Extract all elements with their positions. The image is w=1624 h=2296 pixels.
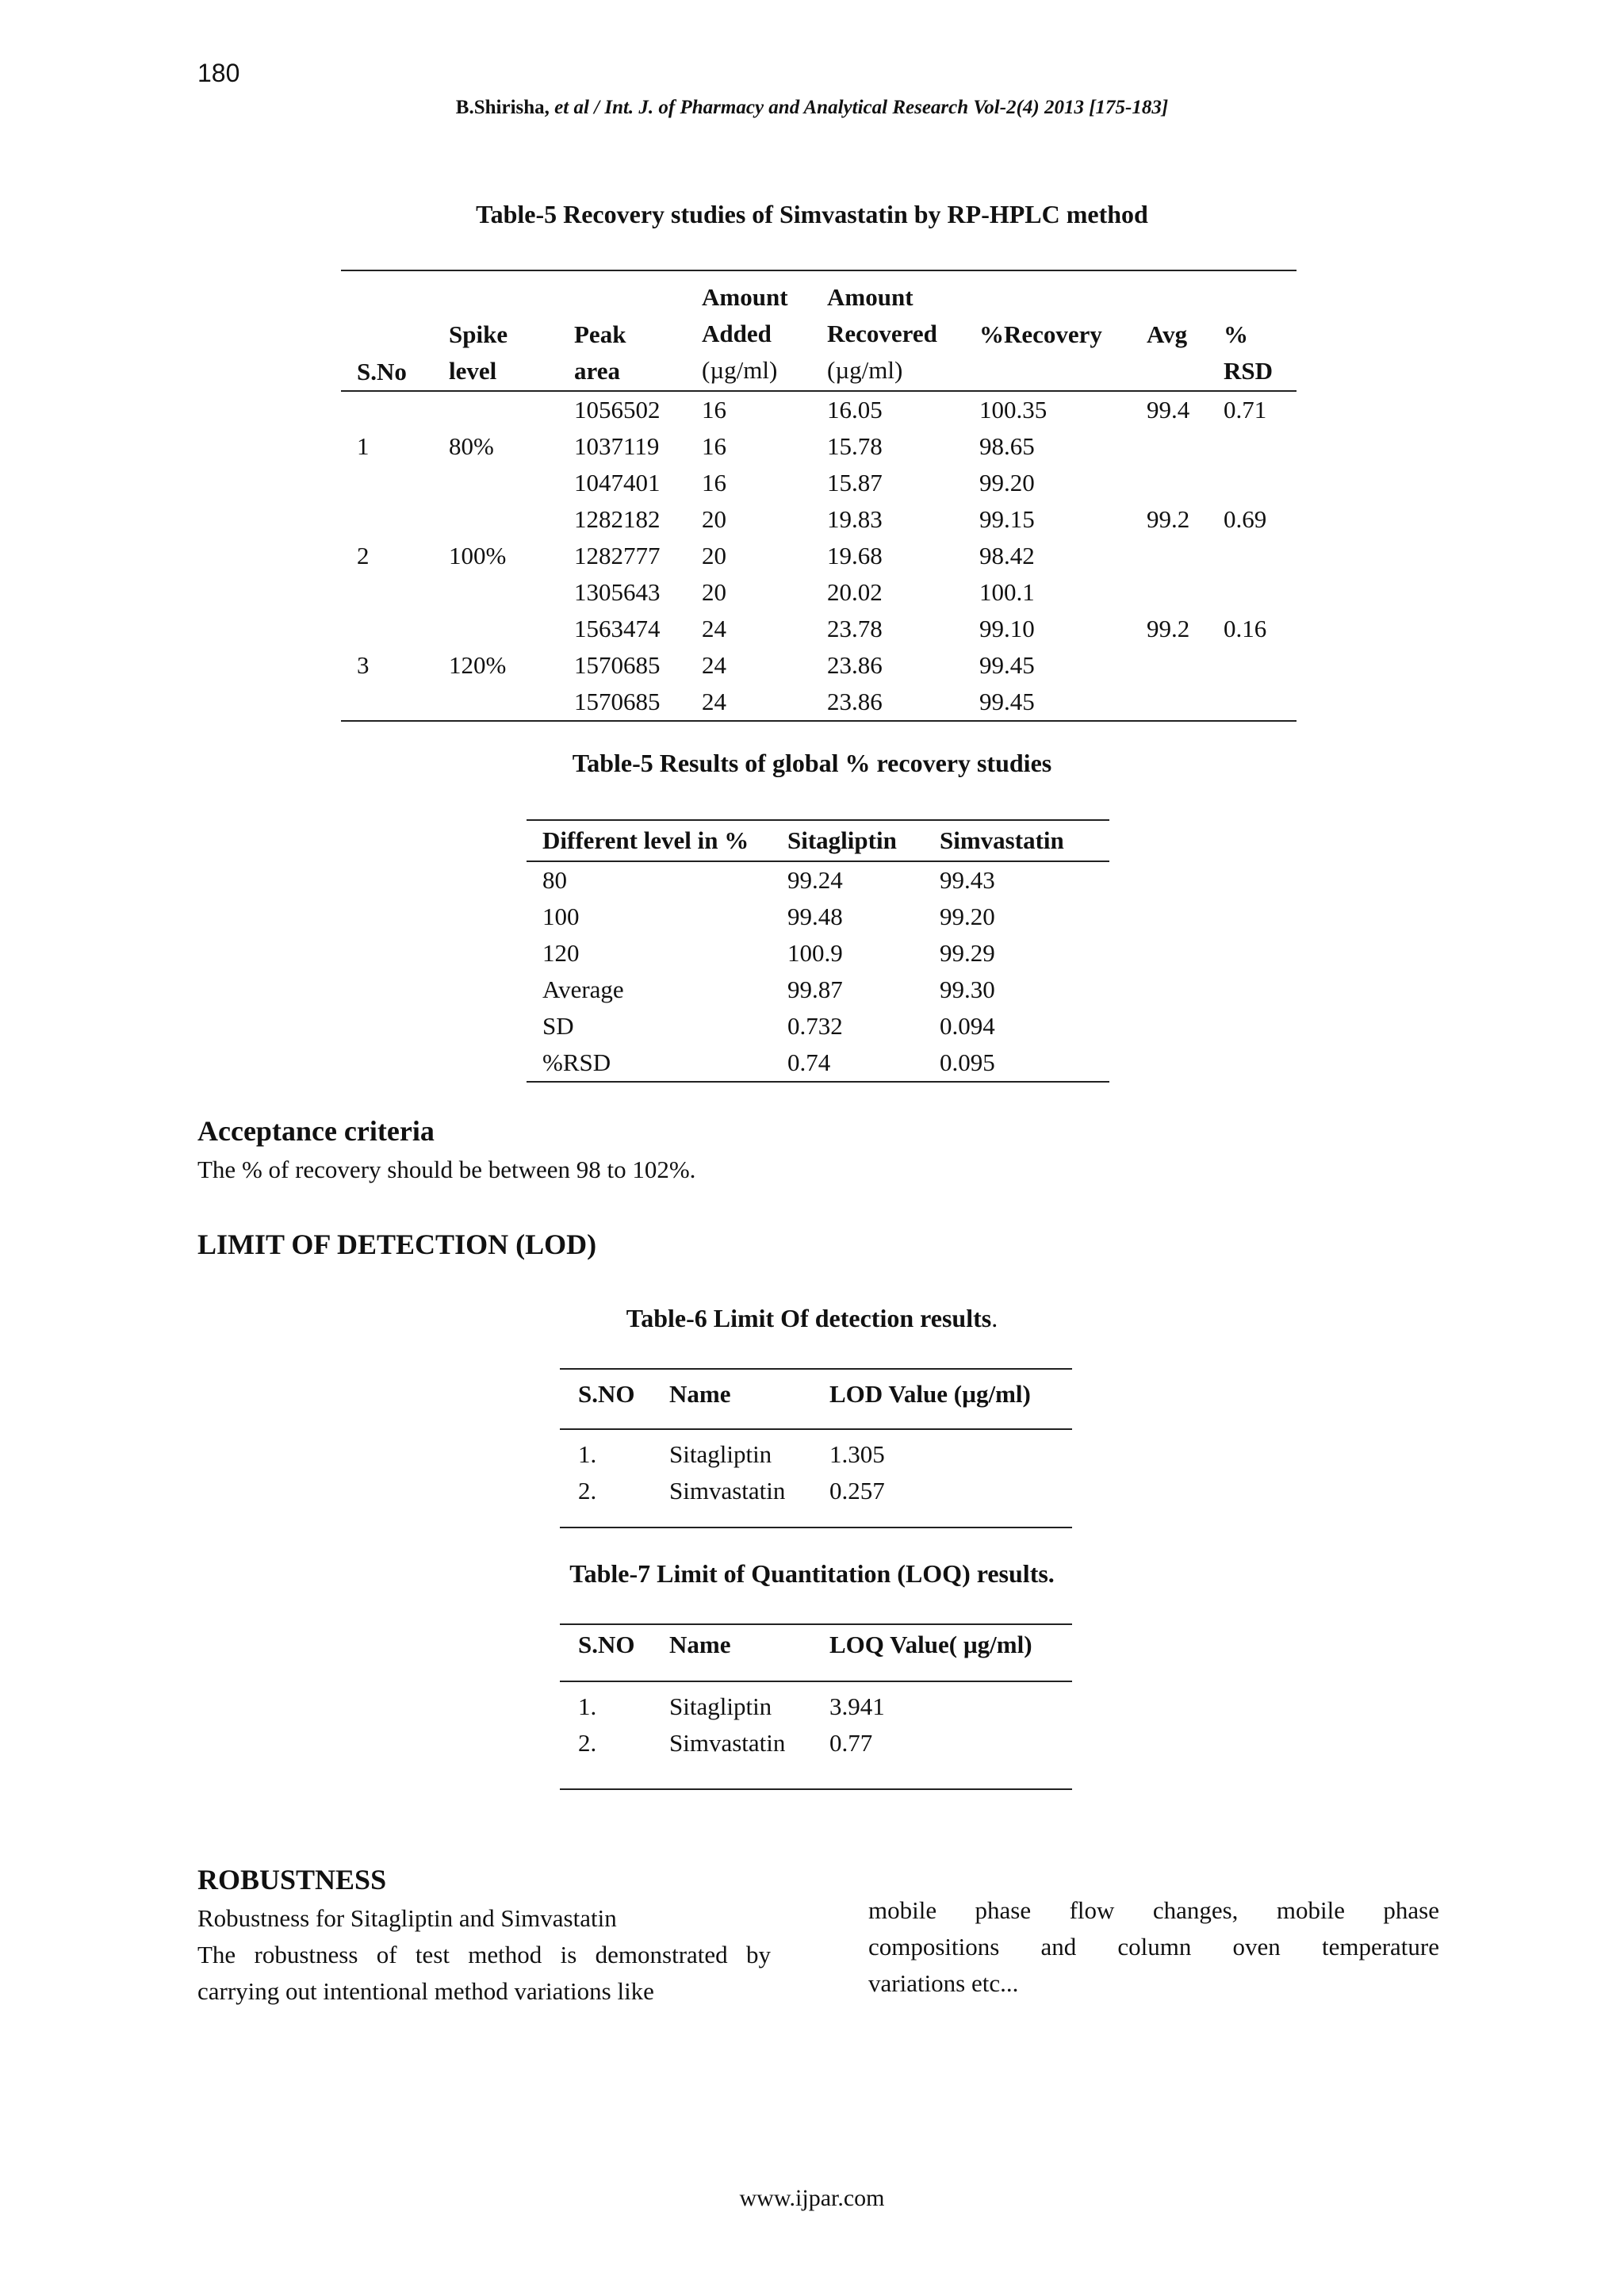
cell-sno: 2: [357, 542, 370, 569]
table-row: [341, 465, 1297, 501]
robustness-heading: ROBUSTNESS: [197, 1864, 387, 1895]
cell-avg: 99.2: [1147, 615, 1190, 642]
cell-avg: [1147, 574, 1224, 611]
cell-recovery: 99.10: [979, 615, 1035, 642]
cell-peak-area: 1047401: [574, 469, 661, 496]
col-avg: Avg: [1147, 320, 1188, 348]
robustness-line: mobile phase flow changes, mobile phase: [868, 1896, 1439, 1924]
cell-spike-level: [441, 391, 565, 428]
cell-sno: [341, 465, 441, 501]
robustness-line: The robustness of test method is demonstrated by: [197, 1941, 771, 1968]
cell-amount-recovered: 19.68: [827, 542, 883, 569]
cell-sno: [341, 574, 441, 611]
cell-simvastatin: 0.095: [940, 1045, 1109, 1082]
table-row: [341, 538, 1297, 574]
col-spike-level: Spike level: [449, 320, 508, 385]
table7-caption: Table-7 Limit of Quantitation (LOQ) results.: [569, 1559, 1055, 1588]
cell-recovery: 100.35: [979, 391, 1147, 428]
cell-level: 80: [542, 866, 567, 894]
cell-amount-added: 16: [702, 469, 726, 496]
col-sno: S.No: [357, 358, 407, 385]
cell-spike-level: [441, 611, 565, 647]
robustness-right-column: [868, 1892, 1439, 2002]
table-row: [560, 1429, 1072, 1473]
cell-avg: 99.2: [1147, 505, 1190, 533]
robustness-line: compositions and column oven temperature: [868, 1933, 1439, 1961]
acceptance-text: The % of recovery should be between 98 to 102%.: [197, 1156, 696, 1183]
cell-value: 0.257: [829, 1473, 1072, 1527]
cell-amount-added: 24: [702, 615, 726, 642]
cell-simvastatin: 0.094: [940, 1012, 995, 1040]
cell-sitagliptin: 0.732: [787, 1012, 843, 1040]
cell-sno: 1: [357, 432, 370, 460]
cell-sno: 3: [357, 651, 370, 679]
col-sno: S.NO: [560, 1624, 669, 1681]
cell-sitagliptin: 0.74: [787, 1045, 940, 1082]
lod-heading: LIMIT OF DETECTION (LOD): [197, 1228, 597, 1260]
cell-name: Sitagliptin: [669, 1440, 772, 1468]
cell-recovery: 99.15: [979, 505, 1035, 533]
cell-level: %RSD: [527, 1045, 787, 1082]
col-rsd: % RSD: [1224, 320, 1274, 385]
cell-recovery: 98.65: [979, 432, 1035, 460]
cell-amount-added: 20: [702, 578, 726, 606]
cell-amount-recovered: 19.83: [827, 505, 883, 533]
col-level: Different level in %: [527, 820, 787, 861]
table5b-caption: Table-5 Results of global % recovery studies: [572, 749, 1052, 777]
cell-rsd: 0.71: [1224, 391, 1297, 428]
cell-simvastatin: 99.30: [940, 976, 995, 1003]
table6-caption: Table-6 Limit Of detection results.: [626, 1304, 998, 1332]
acceptance-heading: Acceptance criteria: [197, 1115, 435, 1147]
cell-simvastatin: 99.20: [940, 903, 995, 930]
cell-recovery: 99.45: [979, 651, 1035, 679]
cell-simvastatin: 99.29: [940, 939, 995, 967]
table-row: [341, 391, 1297, 428]
page-number: 180: [197, 59, 240, 87]
cell-amount-recovered: 23.86: [827, 651, 883, 679]
cell-rsd: [1224, 538, 1297, 574]
cell-recovery: 98.42: [979, 542, 1035, 569]
cell-level: 100: [542, 903, 580, 930]
col-amount-added: Amount Added (µg/ml): [702, 283, 788, 384]
cell-rsd: [1224, 574, 1297, 611]
cell-amount-recovered: 15.78: [827, 432, 883, 460]
cell-spike-level: 120%: [449, 651, 507, 679]
cell-peak-area: 1570685: [565, 684, 700, 721]
cell-peak-area: 1563474: [574, 615, 661, 642]
cell-amount-added: 20: [702, 505, 726, 533]
table-row: [560, 1681, 1072, 1725]
table-row: [341, 428, 1297, 465]
cell-amount-recovered: 16.05: [827, 391, 979, 428]
cell-amount-added: 16: [700, 391, 827, 428]
cell-avg: [1147, 428, 1224, 465]
table-row: [527, 935, 1109, 972]
robustness-line: Robustness for Sitagliptin and Simvastatin: [197, 1904, 617, 1932]
cell-value: 1.305: [829, 1440, 885, 1468]
table-row: [560, 1473, 1072, 1527]
table-row: [341, 611, 1297, 647]
cell-peak-area: 1305643: [574, 578, 661, 606]
cell-value: 3.941: [829, 1692, 885, 1720]
cell-spike-level: 80%: [449, 432, 494, 460]
cell-recovery: 99.20: [979, 469, 1035, 496]
cell-peak-area: 1037119: [574, 432, 660, 460]
cell-name: Simvastatin: [669, 1473, 829, 1527]
cell-avg: [1147, 684, 1224, 721]
table-row: [527, 1045, 1109, 1082]
cell-amount-added: 24: [700, 684, 827, 721]
table-row: [527, 899, 1109, 935]
cell-sno: 1.: [578, 1440, 597, 1468]
cell-amount-recovered: 23.86: [827, 684, 979, 721]
footer-url: www.ijpar.com: [739, 2185, 885, 2211]
table7-header-row: [560, 1624, 1072, 1681]
cell-peak-area: 1570685: [574, 651, 661, 679]
cell-sno: 2.: [560, 1473, 669, 1527]
col-sitagliptin: Sitagliptin: [787, 820, 940, 861]
cell-peak-area: 1282777: [574, 542, 661, 569]
cell-sno: 1.: [578, 1692, 597, 1720]
cell-amount-recovered: 20.02: [827, 578, 883, 606]
col-amount-recovered: Amount Recovered (µg/ml): [827, 283, 937, 384]
col-loq-value: LOQ Value( µg/ml): [829, 1624, 1072, 1681]
cell-value: 0.77: [829, 1725, 1072, 1789]
table5a-recovery-simvastatin: [341, 270, 1297, 722]
table-row: [341, 647, 1297, 684]
table7-loq-results: [560, 1623, 1072, 1790]
cell-rsd: [1224, 684, 1297, 721]
cell-sno: [341, 501, 441, 538]
table-row: [341, 574, 1297, 611]
table-row: [341, 684, 1297, 721]
cell-spike-level: 100%: [449, 542, 507, 569]
cell-amount-added: 24: [702, 651, 726, 679]
table-row: [527, 972, 1109, 1008]
cell-sno: 2.: [560, 1725, 669, 1789]
cell-sitagliptin: 100.9: [787, 939, 843, 967]
table6-lod-results: [560, 1368, 1072, 1528]
table-row: [527, 1008, 1109, 1045]
cell-level: Average: [542, 976, 624, 1003]
cell-spike-level: [441, 501, 565, 538]
cell-sno: [341, 391, 441, 428]
robustness-left-column: [197, 1900, 771, 2010]
cell-sno: [341, 684, 441, 721]
robustness-line: carrying out intentional method variations like: [197, 1977, 654, 2005]
col-name: Name: [669, 1369, 829, 1429]
cell-rsd: 0.69: [1224, 505, 1267, 533]
robustness-line: variations etc...: [868, 1969, 1019, 1997]
table-row: [341, 501, 1297, 538]
table-row: [560, 1725, 1072, 1789]
cell-recovery: 99.45: [979, 684, 1147, 721]
cell-avg: [1147, 647, 1224, 684]
cell-name: Simvastatin: [669, 1725, 829, 1789]
header-authors: B.Shirisha,: [455, 97, 555, 118]
header-journal: et al / Int. J. of Pharmacy and Analytical Research Vol-2(4) 2013 [175-183]: [554, 97, 1169, 118]
cell-peak-area: 1282182: [574, 505, 661, 533]
cell-level: 120: [542, 939, 580, 967]
cell-sitagliptin: 99.24: [787, 866, 843, 894]
table5b-global-recovery: [527, 819, 1109, 1083]
table5a-caption: Table-5 Recovery studies of Simvastatin by RP-HPLC method: [476, 200, 1148, 228]
cell-rsd: [1224, 465, 1297, 501]
table-row: [527, 861, 1109, 899]
col-sno: S.NO: [560, 1369, 669, 1429]
cell-simvastatin: 99.43: [940, 866, 995, 894]
cell-recovery: 100.1: [979, 578, 1035, 606]
col-lod-value: LOD Value (µg/ml): [829, 1369, 1072, 1429]
cell-sitagliptin: 99.87: [787, 976, 843, 1003]
cell-amount-added: 16: [702, 432, 726, 460]
table5b-header-row: [527, 820, 1109, 861]
cell-amount-recovered: 23.78: [827, 615, 883, 642]
cell-amount-recovered: 15.87: [827, 469, 883, 496]
cell-rsd: [1224, 428, 1297, 465]
cell-level: SD: [542, 1012, 574, 1040]
cell-spike-level: [441, 574, 565, 611]
cell-name: Sitagliptin: [669, 1692, 772, 1720]
col-recovery: %Recovery: [979, 320, 1102, 348]
cell-peak-area: 1056502: [565, 391, 700, 428]
cell-avg: 99.4: [1147, 391, 1224, 428]
cell-avg: [1147, 538, 1224, 574]
table6-header-row: [560, 1369, 1072, 1429]
cell-rsd: 0.16: [1224, 615, 1267, 642]
table5a-header-row: [341, 270, 1297, 391]
running-header: [0, 97, 1624, 119]
cell-rsd: [1224, 647, 1297, 684]
cell-spike-level: [441, 684, 565, 721]
cell-avg: [1147, 465, 1224, 501]
col-name: Name: [669, 1624, 829, 1681]
cell-sitagliptin: 99.48: [787, 903, 843, 930]
col-simvastatin: Simvastatin: [940, 820, 1109, 861]
cell-spike-level: [441, 465, 565, 501]
col-peak-area: Peak area: [574, 320, 626, 385]
cell-sno: [341, 611, 441, 647]
cell-amount-added: 20: [702, 542, 726, 569]
